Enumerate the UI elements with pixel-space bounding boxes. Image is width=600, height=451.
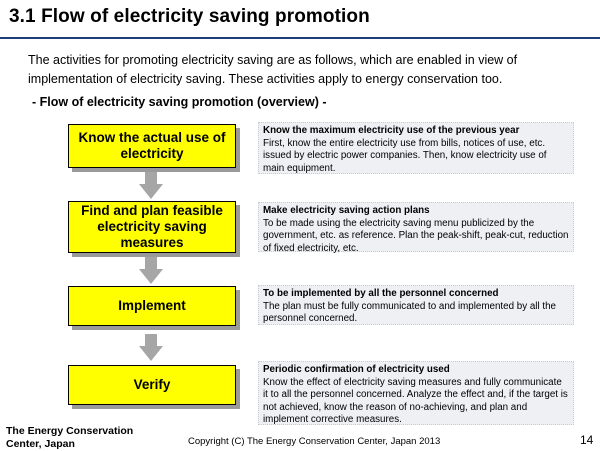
page-number: 14 [580,433,594,447]
description-heading: Know the maximum electricity use of the previous year [263,125,520,136]
page-title: 3.1 Flow of electricity saving promotion [9,6,370,27]
step-implement [68,286,236,326]
step-description [258,122,574,174]
down-arrow-icon [139,334,163,362]
step-description [258,285,574,325]
description-body: To be made using the electricity saving menu publicized by the government, etc. as reference. Plan the peak-shift, peak-cut, reduction of fixed electricity, etc. [263,217,569,254]
down-arrow-icon [139,172,163,200]
title-divider [0,37,600,39]
description-body: The plan must be fully communicated to and implemented by all the personnel concerned. [263,300,556,324]
description-heading: To be implemented by all the personnel concerned [263,288,499,299]
step-description [258,202,574,252]
diagram-subtitle: - Flow of electricity saving promotion (overview) - [32,95,327,109]
step-label: Verify [133,377,171,392]
step-verify [68,365,236,405]
step-description [258,361,574,425]
org-line-1: The Energy Conservation [6,425,134,437]
step-label: Know the actual use of electricity [78,130,226,161]
description-heading: Make electricity saving action plans [263,205,430,216]
step-know-actual-use [68,124,236,168]
org-line-2: Center, Japan [6,438,75,450]
intro-paragraph: The activities for promoting electricity saving are as follows, which are enabled in view of implementation of electricity saving. These activities apply to energy conservation too. [28,53,518,86]
step-label: Find and plan feasible electricity saving measures [81,203,223,250]
copyright-text: Copyright (C) The Energy Conservation Center, Japan 2013 [188,436,441,447]
description-body: First, know the entire electricity use from bills, notices of use, etc. issued by electric power companies. Then, know electricity use of main equipment. [263,137,547,174]
description-heading: Periodic confirmation of electricity used [263,364,450,375]
step-find-and-plan [68,201,236,253]
step-label: Implement [118,298,186,313]
description-body: Know the effect of electricity saving measures and fully communicate it to all the personnel concerned. Analyze the effect and, if the target is not achieved, know the reason of no-achieving, and plan and implement corrective measures. [263,376,568,425]
down-arrow-icon [139,257,163,285]
footer-organization [6,425,133,451]
